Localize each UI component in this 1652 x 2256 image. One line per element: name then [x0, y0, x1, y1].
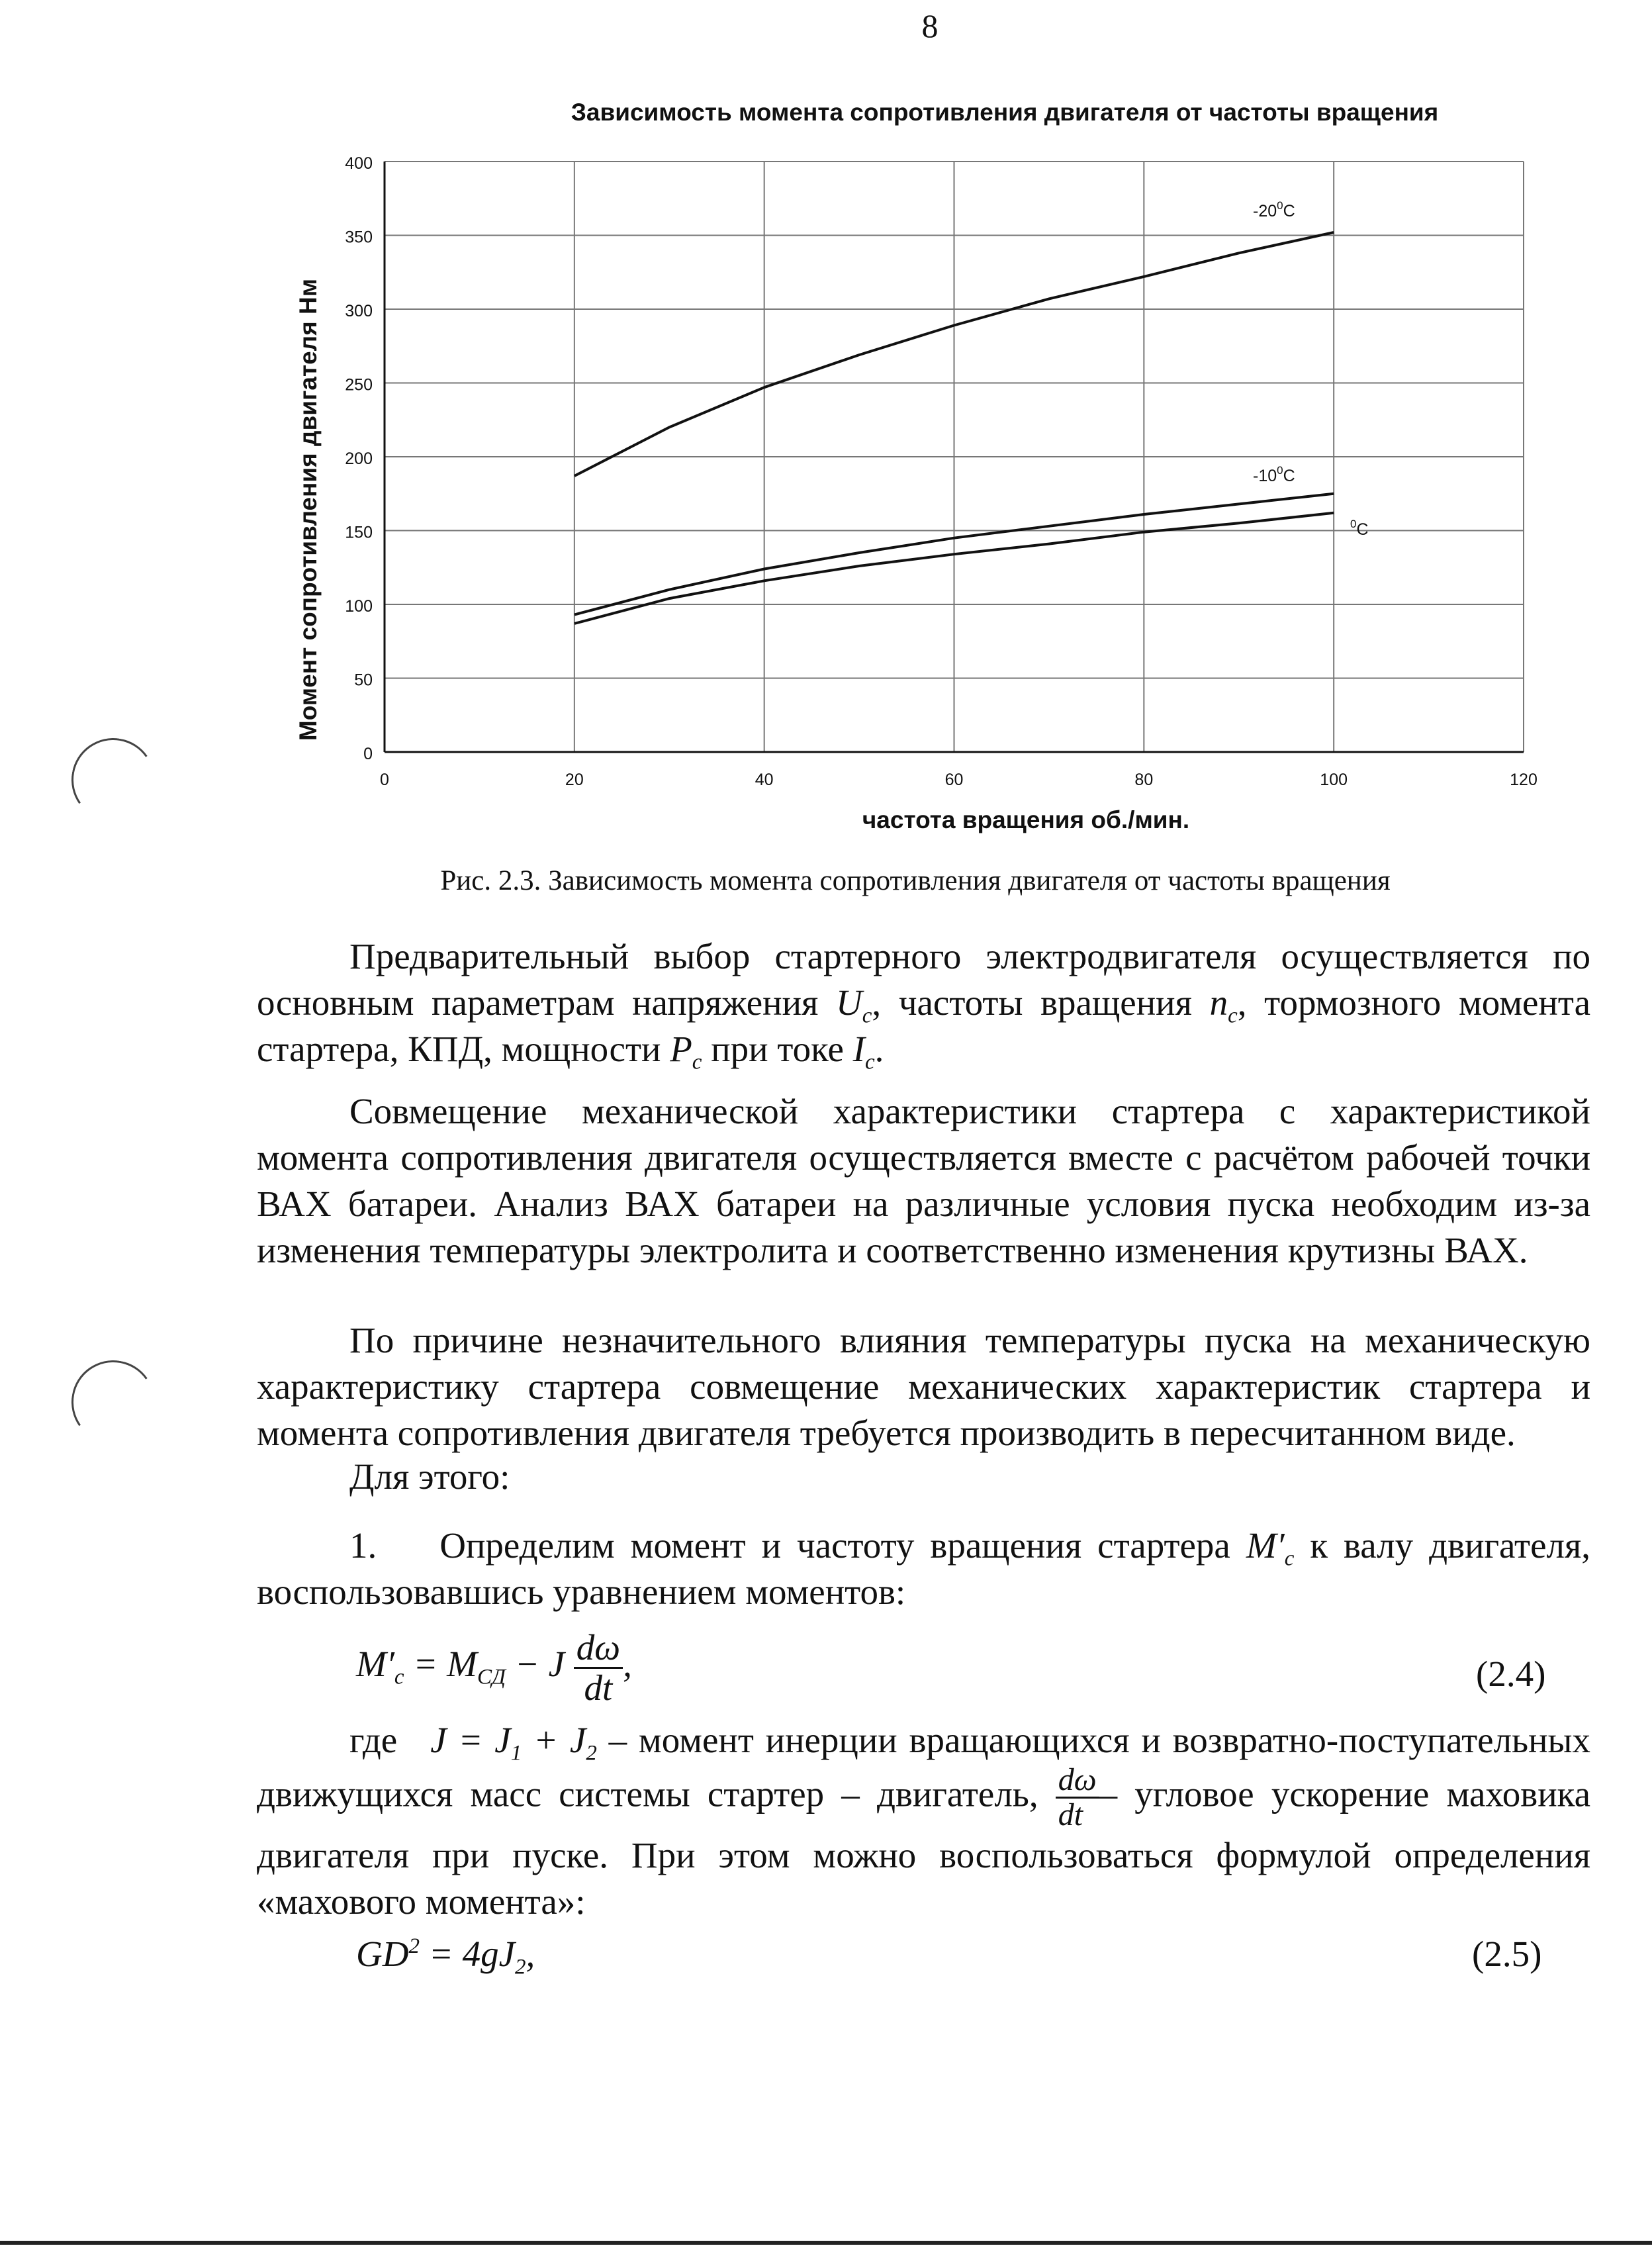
p5-text-a: Определим момент и частоту вращения стартера: [439, 1525, 1246, 1566]
series-label: $-20^0C$: [1253, 199, 1295, 220]
x-tick-label: 20: [565, 771, 584, 789]
formula-2-4: $M'_c = M_{СД} - J$ $\frac{d\omega}{dt}$ ,: [356, 1627, 632, 1708]
chart-title: Зависимость момента сопротивления двигателя от частоты вращения: [571, 99, 1439, 126]
p3-text: По причине незначительного влияния температуры пуска на механическую характеристику стартера совмещение механических характеристик стартера и момента сопротивления двигателя требуется производить в пересчитанном виде.: [257, 1320, 1590, 1453]
p1-text-a: Предварительный выбор стартерного электродвигателя осуществляется по основным параметрам напряжения: [257, 936, 1590, 1023]
paragraph-starter-selection: [257, 933, 1590, 1072]
scan-edge: [0, 2241, 1652, 2245]
x-tick-label: 80: [1134, 771, 1154, 789]
p1-text-e: .: [874, 1029, 884, 1069]
y-tick-label: 200: [345, 449, 373, 468]
paragraph-step-1: [257, 1523, 1590, 1615]
symbol-P: $P_c$: [670, 1029, 702, 1074]
equation-number-2-4: (2.4): [1476, 1654, 1546, 1694]
binder-hole-mark: [65, 1354, 161, 1450]
p6-text-c: угловое ускорение маховика двигателя при пуске. При этом можно воспользоваться формулой определения «махового момента»:: [257, 1773, 1590, 1922]
y-tick-label: 250: [345, 375, 373, 395]
page-number: 8: [921, 7, 939, 44]
paragraph-where: где $J = J_1 + J_2$ – момент инерции вращающихся и возвратно-поступательных движущихся масс системы стартер – двигатель, $\frac{d\omega}{dt}$ – угловое ускорение маховика двигателя при пуске. При этом можно воспользоваться формулой определения «махового момента»:: [257, 1720, 1591, 1922]
y-tick-label: 150: [345, 523, 373, 542]
symbol-Mc: $M'_c$: [1246, 1525, 1295, 1571]
figure-caption: Рис. 2.3. Зависимость момента сопротивления двигателя от частоты вращения: [440, 865, 1391, 896]
paragraph-temperature: [257, 1317, 1590, 1456]
p1-text-c: , тормозного момента стартера, КПД, мощности: [257, 982, 1590, 1069]
equation-number-2-5: (2.5): [1472, 1934, 1542, 1974]
y-axis-label: Момент сопротивления двигателя Нм: [295, 278, 322, 741]
formula-2-5: $GD^2 = 4gJ_2$,: [356, 1934, 535, 1979]
y-tick-label: 50: [354, 671, 373, 690]
p5-text-b: к валу двигателя, воспользовавшись уравнением моментов:: [257, 1525, 1590, 1612]
symbol-I: $I_c$: [852, 1029, 875, 1074]
x-tick-label: 60: [944, 771, 964, 789]
chart-ticks: [345, 154, 1537, 789]
paragraph-for-this: [257, 1454, 1590, 1500]
p2-text: Совмещение механической характеристики стартера с характеристикой момента сопротивления двигателя осуществляется вместе с расчётом рабочей точки ВАХ батареи. Анализ ВАХ батареи на различные условия пуска необходим из-за изменения температуры электролита и соответственно изменения крутизны ВАХ.: [257, 1091, 1590, 1270]
chart-grid: [385, 162, 1524, 752]
step-number: 1.: [349, 1525, 377, 1566]
chart-series: [574, 199, 1369, 624]
y-tick-label: 400: [345, 154, 373, 173]
p4-text: Для этого:: [349, 1456, 510, 1497]
y-tick-label: 0: [363, 745, 373, 763]
x-tick-label: 0: [380, 771, 389, 789]
y-tick-label: 350: [345, 228, 373, 247]
p1-text-d: при токе: [702, 1029, 853, 1069]
x-axis-label: частота вращения об./мин.: [862, 806, 1190, 833]
paragraph-characteristics: [257, 1088, 1590, 1274]
y-tick-label: 100: [345, 597, 373, 616]
symbol-n: $n_c$: [1209, 982, 1238, 1028]
y-tick-label: 300: [345, 302, 373, 320]
p6-text-a: где: [349, 1720, 398, 1760]
symbol-J-definition: $J = J_1 + J_2$: [430, 1720, 597, 1765]
p6-text-b: момент инерции вращающихся и возвратно-поступательных движущихся масс системы стартер – двигатель,: [257, 1720, 1591, 1814]
x-tick-label: 120: [1510, 771, 1537, 789]
series-label: $^0$C: [1350, 518, 1369, 539]
p1-text-b: , частоты вращения: [872, 982, 1210, 1023]
symbol-U: $U_c$: [836, 982, 872, 1028]
resistance-moment-chart: [0, 0, 1652, 874]
series-label: $-10^0C$: [1253, 464, 1295, 485]
x-tick-label: 40: [755, 771, 774, 789]
fraction-domega-dt: $\frac{d\omega}{dt}$: [574, 1628, 623, 1707]
x-tick-label: 100: [1320, 771, 1348, 789]
fraction-domega-dt-inline: $\frac{d\omega}{dt}$: [1056, 1763, 1099, 1832]
